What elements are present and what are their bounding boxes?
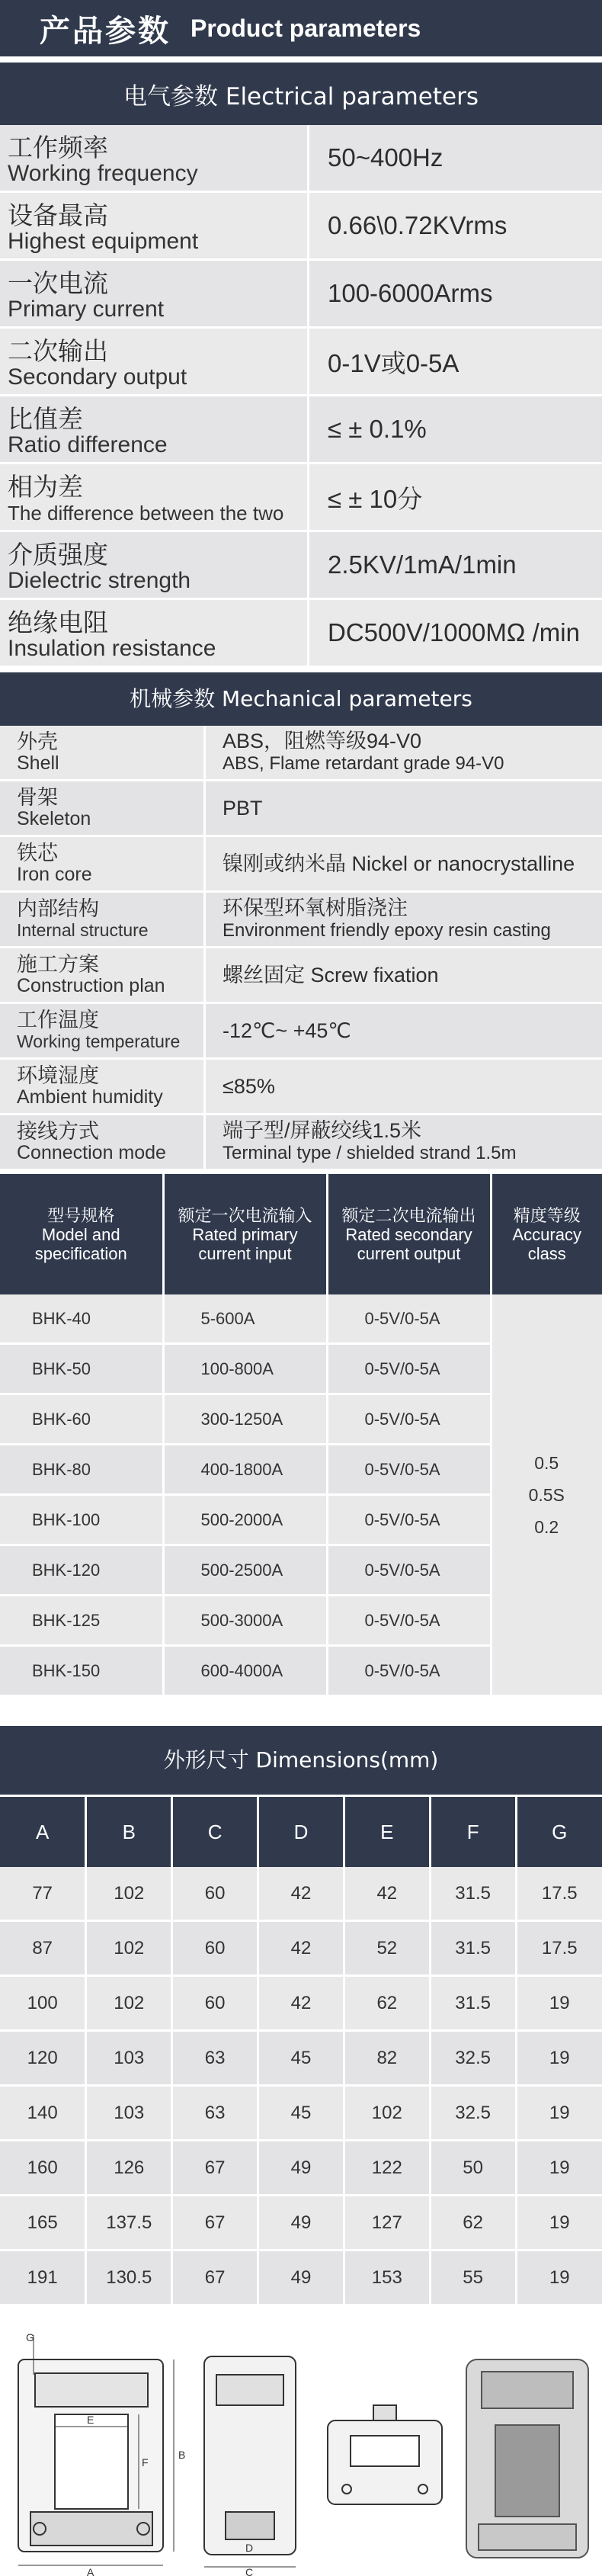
param-label-en: Dielectric strength — [8, 568, 191, 593]
param-label — [0, 125, 309, 191]
model-cell: BHK-120 — [0, 1545, 163, 1596]
param-value-line1: ABS，阻燃等级94-V0 — [223, 730, 422, 752]
dim-cell: 77 — [0, 1867, 86, 1921]
model-table-header — [0, 1174, 602, 1294]
accuracy-value: 0.5S — [528, 1484, 565, 1505]
dim-label-f: F — [142, 2456, 149, 2469]
secondary-output-cell: 0-5V/0-5A — [327, 1294, 491, 1344]
param-label-en: Working temperature — [17, 1031, 181, 1051]
header-en: Accuracy class — [512, 1224, 581, 1263]
param-label-cn: 铁芯 — [17, 842, 58, 865]
param-label-en: Ambient humidity — [17, 1086, 163, 1108]
param-label-cn: 比值差 — [8, 405, 83, 433]
dim-cell: 19 — [516, 2031, 602, 2086]
primary-current-cell: 5-600A — [163, 1294, 327, 1344]
param-value-line1: -12℃~ +45℃ — [223, 1019, 351, 1042]
dim-cell: 60 — [172, 1921, 258, 1976]
model-cell: BHK-125 — [0, 1596, 163, 1646]
secondary-output-cell: 0-5V/0-5A — [327, 1596, 491, 1646]
dim-cell: 17.5 — [516, 1921, 602, 1976]
electrical-row — [0, 193, 602, 261]
electrical-row — [0, 464, 602, 532]
param-label-en: The difference between the two — [8, 502, 284, 525]
table-row — [0, 1976, 602, 2031]
mechanical-row — [0, 837, 602, 893]
mechanical-row — [0, 1004, 602, 1060]
dim-cell: 62 — [430, 2196, 516, 2250]
dim-col-header: C — [172, 1796, 258, 1868]
dim-cell: 67 — [172, 2196, 258, 2250]
param-label-cn: 外壳 — [17, 730, 58, 753]
secondary-output-cell: 0-5V/0-5A — [327, 1545, 491, 1596]
param-label — [0, 837, 206, 890]
mechanical-section — [0, 672, 602, 1171]
dim-cell: 42 — [344, 1867, 430, 1921]
dim-label-e: E — [87, 2414, 94, 2426]
dim-cell: 49 — [258, 2196, 344, 2250]
param-label-cn: 施工方案 — [17, 953, 99, 976]
dim-cell: 122 — [344, 2141, 430, 2196]
param-label-cn: 接线方式 — [17, 1120, 99, 1143]
dim-cell: 31.5 — [430, 1921, 516, 1976]
param-value: ≤ ± 10分 — [328, 484, 423, 513]
param-label-en: Insulation resistance — [8, 636, 216, 661]
mechanical-rows — [0, 726, 602, 1171]
mechanical-row — [0, 781, 602, 837]
dim-cell: 49 — [258, 2250, 344, 2305]
param-label — [0, 329, 309, 394]
dim-cell: 87 — [0, 1921, 86, 1976]
model-cell: BHK-50 — [0, 1344, 163, 1394]
model-cell: BHK-100 — [0, 1495, 163, 1545]
dim-cell: 103 — [86, 2031, 172, 2086]
dim-cell: 31.5 — [430, 1867, 516, 1921]
dim-cell: 67 — [172, 2250, 258, 2305]
model-col-header — [491, 1174, 602, 1294]
param-label-en: Skeleton — [17, 808, 91, 829]
dim-cell: 102 — [86, 1976, 172, 2031]
param-label-cn: 骨架 — [17, 786, 58, 809]
param-value-line1: 端子型/屏蔽绞线1.5米 — [223, 1119, 422, 1142]
table-row — [0, 2250, 602, 2305]
dim-col-header: A — [0, 1796, 86, 1868]
electrical-rows — [0, 125, 602, 668]
page-title-bar — [0, 0, 602, 56]
dim-cell: 55 — [430, 2250, 516, 2305]
param-value: 0-1V或0-5A — [328, 348, 460, 377]
dim-col-header: F — [430, 1796, 516, 1868]
primary-current-cell: 300-1250A — [163, 1394, 327, 1445]
param-label-en: Construction plan — [17, 975, 165, 996]
param-label-cn: 相为差 — [8, 473, 83, 501]
param-value-line2: Environment friendly epoxy resin casting — [223, 920, 551, 941]
param-label-cn: 内部结构 — [17, 897, 99, 920]
page-title-en: Product parameters — [191, 14, 421, 42]
param-value: 50~400Hz — [328, 143, 443, 172]
primary-current-cell: 500-3000A — [163, 1596, 327, 1646]
param-value — [206, 948, 602, 1002]
dim-col-header: G — [516, 1796, 602, 1868]
param-label-cn: 环境湿度 — [17, 1064, 99, 1087]
model-cell: BHK-60 — [0, 1394, 163, 1445]
model-cell: BHK-40 — [0, 1294, 163, 1344]
param-value — [206, 726, 602, 779]
dim-cell: 50 — [430, 2141, 516, 2196]
table-row — [0, 2196, 602, 2250]
dim-cell: 127 — [344, 2196, 430, 2250]
dim-col-header: D — [258, 1796, 344, 1868]
header-cn: 精度等级 — [513, 1205, 581, 1225]
mechanical-heading: 机械参数 Mechanical parameters — [0, 672, 602, 726]
header-en: Rated secondary current output — [345, 1224, 472, 1263]
param-value-line1: PBT — [223, 796, 263, 820]
secondary-output-cell: 0-5V/0-5A — [327, 1344, 491, 1394]
dim-cell: 19 — [516, 1976, 602, 2031]
page-title-cn: 产品参数 — [40, 14, 171, 48]
param-label-en: Secondary output — [8, 364, 187, 390]
dim-cell: 67 — [172, 2141, 258, 2196]
table-row — [0, 1294, 602, 1344]
param-label-cn: 工作频率 — [8, 133, 108, 162]
primary-current-cell: 600-4000A — [163, 1646, 327, 1696]
dim-cell: 19 — [516, 2250, 602, 2305]
dim-col-header: E — [344, 1796, 430, 1868]
dim-table-body — [0, 1867, 602, 2305]
table-row — [0, 2141, 602, 2196]
dim-cell: 19 — [516, 2086, 602, 2141]
param-label-cn: 一次电流 — [8, 269, 108, 297]
dim-label-b: B — [178, 2449, 186, 2461]
dim-cell: 52 — [344, 1921, 430, 1976]
dimensions-heading: 外形尺寸 Dimensions(mm) — [0, 1726, 602, 1795]
model-spec-table — [0, 1174, 602, 1697]
param-value — [206, 893, 602, 946]
param-label — [0, 1004, 206, 1057]
primary-current-cell: 500-2500A — [163, 1545, 327, 1596]
electrical-row — [0, 329, 602, 396]
bottom-view-drawing — [328, 2405, 442, 2504]
dim-cell: 103 — [86, 2086, 172, 2141]
param-label-en: Iron core — [17, 864, 92, 885]
dim-label-d: D — [245, 2542, 254, 2554]
electrical-row — [0, 600, 602, 668]
param-value-line1: 镍刚或纳米晶 Nickel or nanocrystalline — [223, 852, 575, 875]
dim-cell: 62 — [344, 1976, 430, 2031]
dimensions-table — [0, 1795, 602, 2306]
dim-cell: 31.5 — [430, 1976, 516, 2031]
param-value-line2: ABS, Flame retardant grade 94-V0 — [223, 753, 504, 774]
dim-label-c: C — [245, 2566, 254, 2576]
dim-cell: 165 — [0, 2196, 86, 2250]
secondary-output-cell: 0-5V/0-5A — [327, 1445, 491, 1495]
dim-cell: 100 — [0, 1976, 86, 2031]
front-view-drawing — [18, 2335, 174, 2565]
dimensions-section — [0, 1726, 602, 2306]
header-cn: 额定一次电流输入 — [178, 1205, 312, 1225]
mechanical-row — [0, 726, 602, 781]
mechanical-row — [0, 893, 602, 948]
param-value — [206, 1115, 602, 1169]
model-cell: BHK-150 — [0, 1646, 163, 1696]
primary-current-cell: 100-800A — [163, 1344, 327, 1394]
secondary-output-cell: 0-5V/0-5A — [327, 1495, 491, 1545]
param-label — [0, 1060, 206, 1113]
electrical-row — [0, 261, 602, 329]
dim-cell: 102 — [86, 1921, 172, 1976]
param-value: 100-6000Arms — [328, 279, 493, 307]
param-label — [0, 532, 309, 598]
dim-label-a: A — [87, 2566, 94, 2576]
dim-cell: 19 — [516, 2141, 602, 2196]
header-en: Rated primary current input — [192, 1224, 298, 1263]
dim-col-header: B — [86, 1796, 172, 1868]
param-value-line1: ≤85% — [223, 1074, 275, 1098]
dim-cell: 160 — [0, 2141, 86, 2196]
param-value-line2: Terminal type / shielded strand 1.5m — [223, 1143, 517, 1163]
electrical-row — [0, 396, 602, 464]
dim-cell: 32.5 — [430, 2031, 516, 2086]
param-value — [206, 1004, 602, 1057]
param-label — [0, 261, 309, 326]
param-value: 2.5KV/1mA/1min — [328, 550, 517, 579]
dim-cell: 42 — [258, 1976, 344, 2031]
param-label — [0, 1115, 206, 1169]
header-cn: 型号规格 — [47, 1205, 115, 1225]
table-row — [0, 2086, 602, 2141]
secondary-output-cell: 0-5V/0-5A — [327, 1646, 491, 1696]
param-label-en: Highest equipment — [8, 229, 199, 254]
mechanical-row — [0, 1115, 602, 1171]
model-col-header — [0, 1174, 163, 1294]
header-cn: 额定二次电流输出 — [341, 1205, 476, 1225]
dim-cell: 102 — [344, 2086, 430, 2141]
table-row — [0, 2031, 602, 2086]
param-value-line1: 环保型环氧树脂浇注 — [223, 897, 408, 919]
dim-cell: 19 — [516, 2196, 602, 2250]
param-value: DC500V/1000MΩ /min — [328, 618, 580, 646]
electrical-heading: 电气参数 Electrical parameters — [0, 56, 602, 125]
param-label — [0, 396, 309, 462]
param-label-cn: 设备最高 — [8, 201, 108, 229]
param-value — [206, 1060, 602, 1113]
accuracy-value: 0.2 — [534, 1516, 559, 1537]
param-value-line1: 螺丝固定 Screw fixation — [223, 963, 439, 986]
table-row — [0, 1921, 602, 1976]
dim-cell: 153 — [344, 2250, 430, 2305]
param-label-cn: 绝缘电阻 — [8, 608, 108, 637]
dim-cell: 82 — [344, 2031, 430, 2086]
param-value — [206, 781, 602, 835]
product-photo-drawing — [466, 2359, 588, 2558]
model-col-header — [163, 1174, 327, 1294]
param-label — [0, 781, 206, 835]
dim-cell: 42 — [258, 1921, 344, 1976]
param-label-en: Primary current — [8, 297, 165, 322]
dim-cell: 126 — [86, 2141, 172, 2196]
dim-cell: 60 — [172, 1976, 258, 2031]
dim-table-header — [0, 1796, 602, 1868]
dim-cell: 63 — [172, 2086, 258, 2141]
param-label-en: Internal structure — [17, 920, 149, 940]
dim-label-g: G — [26, 2331, 34, 2343]
dim-cell: 32.5 — [430, 2086, 516, 2141]
drawings-svg — [0, 2329, 602, 2576]
dim-cell: 45 — [258, 2086, 344, 2141]
accuracy-cell — [491, 1294, 602, 1696]
dim-cell: 140 — [0, 2086, 86, 2141]
param-label — [0, 193, 309, 258]
param-label-cn: 介质强度 — [8, 541, 108, 569]
model-col-header — [327, 1174, 491, 1294]
mechanical-row — [0, 948, 602, 1004]
param-label-en: Connection mode — [17, 1142, 166, 1163]
dim-cell: 17.5 — [516, 1867, 602, 1921]
secondary-output-cell: 0-5V/0-5A — [327, 1394, 491, 1445]
dim-cell: 120 — [0, 2031, 86, 2086]
electrical-row — [0, 125, 602, 193]
electrical-section — [0, 56, 602, 668]
electrical-row — [0, 532, 602, 600]
param-label — [0, 893, 206, 946]
param-label-en: Ratio difference — [8, 432, 168, 457]
primary-current-cell: 500-2000A — [163, 1495, 327, 1545]
param-label-cn: 二次输出 — [8, 337, 108, 365]
param-label — [0, 600, 309, 666]
param-label-en: Working frequency — [8, 161, 198, 186]
dim-cell: 130.5 — [86, 2250, 172, 2305]
dim-cell: 60 — [172, 1867, 258, 1921]
dim-cell: 49 — [258, 2141, 344, 2196]
dim-cell: 137.5 — [86, 2196, 172, 2250]
dim-cell: 63 — [172, 2031, 258, 2086]
param-value: 0.66\0.72KVrms — [328, 211, 508, 239]
param-value — [206, 837, 602, 890]
primary-current-cell: 400-1800A — [163, 1445, 327, 1495]
side-view-drawing — [204, 2356, 296, 2567]
param-label — [0, 948, 206, 1002]
mechanical-row — [0, 1060, 602, 1115]
dim-cell: 45 — [258, 2031, 344, 2086]
param-label — [0, 726, 206, 779]
param-label-cn: 工作温度 — [17, 1009, 99, 1031]
dim-cell: 102 — [86, 1867, 172, 1921]
param-value: ≤ ± 0.1% — [328, 415, 427, 443]
accuracy-value: 0.5 — [534, 1452, 559, 1473]
model-cell: BHK-80 — [0, 1445, 163, 1495]
param-label-en: Shell — [17, 752, 59, 774]
dimension-drawings — [0, 2329, 602, 2576]
table-row — [0, 1867, 602, 1921]
header-en: Model and specification — [34, 1224, 127, 1263]
param-label — [0, 464, 309, 530]
dim-cell: 42 — [258, 1867, 344, 1921]
dim-cell: 191 — [0, 2250, 86, 2305]
